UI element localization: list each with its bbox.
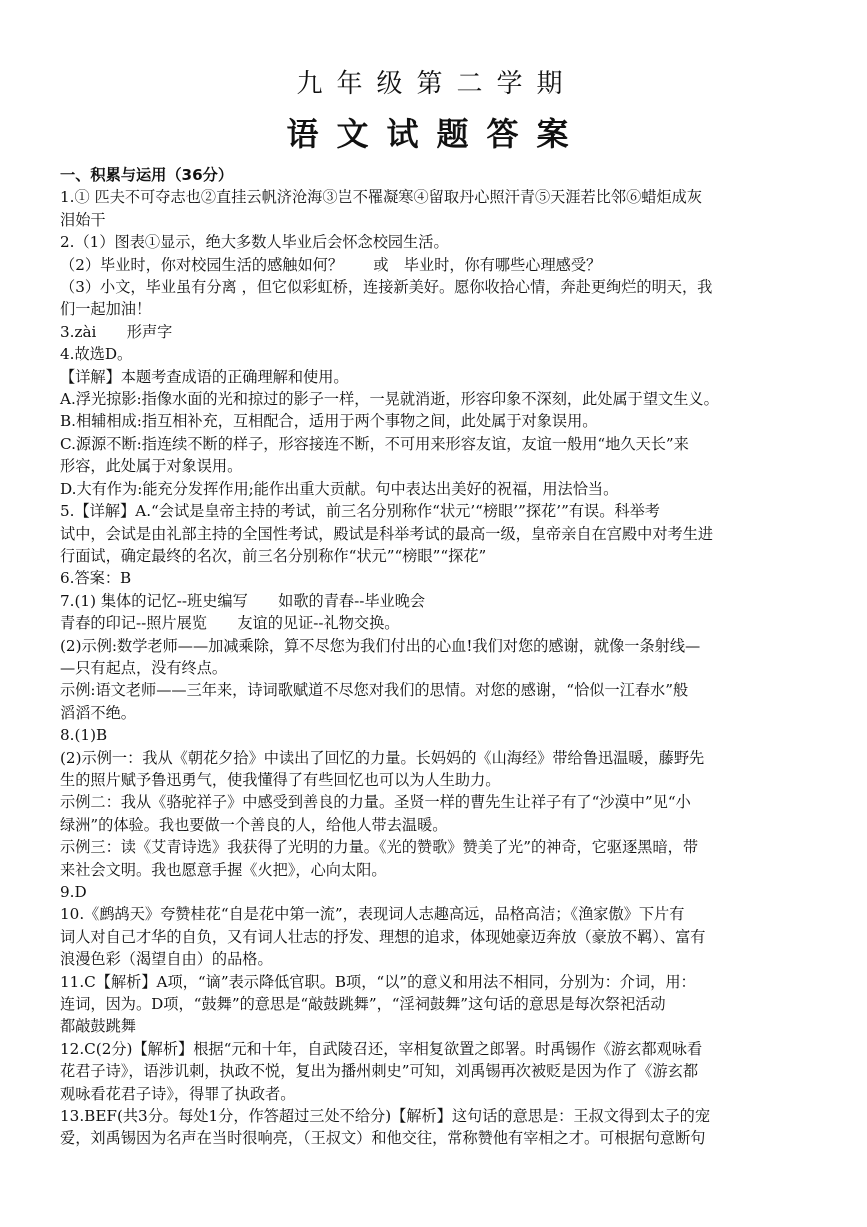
answer-line: 爱，刘禹锡因为名声在当时很响亮，（王叔文）和他交往，常称赞他有宰相之才。可根据句意断句 <box>60 1129 706 1148</box>
answer-line: 生的照片赋予鲁迅勇气，使我懂得了有些回忆也可以为人生助力。 <box>60 770 501 789</box>
answer-line: 形容，此处属于对象误用。 <box>60 457 243 476</box>
answer-line: (2)示例:数学老师——加减乘除，算不尽您为我们付出的心血!我们对您的感谢，就像一条射线— <box>60 636 701 655</box>
answer-line: 们一起加油！ <box>60 300 152 319</box>
answer-line: 11.C【解析】A项，“谪”表示降低官职。B项，“以”的意义和用法不相同，分别为：介词，用： <box>60 972 696 991</box>
answer-line: 4.故选D。 <box>60 345 133 364</box>
answer-line: 试中，会试是由礼部主持的全国性考试，殿试是科举考试的最高一级，皇帝亲自在宫殿中对考生进 <box>60 524 714 543</box>
page-title: 九年级第二学期 <box>296 69 577 99</box>
answer-line: 8.(1)B <box>60 726 108 745</box>
answer-line: 示例二：我从《骆驼祥子》中感受到善良的力量。圣贤一样的曹先生让祥子有了“沙漠中”见“小 <box>60 793 691 812</box>
answer-line: 来社会文明。我也愿意手握《火把》，心向太阳。 <box>60 860 387 879</box>
section-heading: 一、积累与运用（36分） <box>60 166 234 184</box>
answer-line: 3.zài 形声字 <box>60 322 173 341</box>
answer-line: （2）毕业时，你对校园生活的感触如何？ 或 毕业时，你有哪些心理感受？ <box>60 255 602 274</box>
answer-line: 行面试，确定最终的名次，前三名分别称作“状元”“榜眼”“探花” <box>60 546 487 565</box>
answer-line: 示例三：读《艾青诗选》我获得了光明的力量。《光的赞歌》赞美了光”的神奇，它驱逐黑暗，带 <box>60 838 699 857</box>
answer-line: 1.① 匹夫不可夺志也②直挂云帆济沧海③岂不罹凝寒④留取丹心照汗青⑤天涯若比邻⑥蜡炬成灰 <box>60 188 703 207</box>
answer-line: 词人对自己才华的自负，又有词人壮志的抒发、理想的追求，体现她豪迈奔放（豪放不羁）、富有 <box>60 927 706 946</box>
answer-body <box>60 186 813 1149</box>
answer-line: —只有起点，没有终点。 <box>60 658 228 677</box>
answer-line: 5.【详解】A.“会试是皇帝主持的考试，前三名分别称作“状元’“榜眼’”探花’”有误。科举考 <box>60 502 660 521</box>
answer-line: 青春的印记--照片展览 友谊的见证--礼物交换。 <box>60 614 400 633</box>
answer-line: 连词，因为。D项，“鼓舞”的意思是“敲鼓跳舞”，“淫祠鼓舞”这句话的意思是每次祭祀活动 <box>60 995 666 1014</box>
answer-line: B.相辅相成:指互相补充，互相配合，适用于两个事物之间，此处属于对象误用。 <box>60 412 598 431</box>
answer-line: （3）小文，毕业虽有分离 ，但它似彩虹桥，连接新美好。愿你收拾心情，奔赴更绚烂的明天，我 <box>60 278 713 297</box>
answer-line: 9.D <box>60 883 87 901</box>
page-subtitle: 语文试题答案 <box>286 115 587 153</box>
answer-line: 花君子诗》，语涉讥刺，执政不悦，复出为播州刺史”可知，刘禹锡再次被贬是因为作了《游玄都 <box>60 1062 699 1081</box>
answer-line: 13.BEF(共3分。每处1分，作答超过三处不给分)【解析】这句话的意思是：王叔文得到太子的宠 <box>60 1107 711 1126</box>
answer-line: A.浮光掠影:指像水面的光和掠过的影子一样，一晃就消逝，形容印象不深刻，此处属于望文生义。 <box>60 390 719 409</box>
answer-line: 泪始干 <box>60 210 106 229</box>
answer-line: 6.答案：B <box>60 569 132 588</box>
answer-line: C.源源不断:指连续不断的样子，形容接连不断，不可用来形容友谊，友谊一般用“地久天长”来 <box>60 434 689 453</box>
answer-line: (2)示例一：我从《朝花夕拾》中读出了回忆的力量。长妈妈的《山海经》带给鲁迅温暖，藤野先 <box>60 748 705 767</box>
answer-line: 12.C(2分)【解析】根据“元和十年，自武陵召还，宰相复欲置之郎署。时禹锡作《游玄都观咏看 <box>60 1039 703 1058</box>
answer-line: 绿洲”的体验。我也要做一个善良的人，给他人带去温暖。 <box>60 815 448 834</box>
answer-line: 【详解】本题考查成语的正确理解和使用。 <box>60 367 349 386</box>
answer-line: 滔滔不绝。 <box>60 703 136 722</box>
answer-line: D.大有作为:能充分发挥作用;能作出重大贡献。句中表达出美好的祝福，用法恰当。 <box>60 479 619 498</box>
answer-line: 10.《鹧鸪天》夸赞桂花“自是花中第一流”，表现词人志趣高远，品格高洁；《渔家傲》下片有 <box>60 905 685 924</box>
answer-line: 7.(1) 集体的记忆--班史编写 如歌的青春--毕业晚会 <box>60 591 426 610</box>
answer-line: 都敲鼓跳舞 <box>60 1017 136 1036</box>
answer-line: 示例:语文老师——三年来，诗词歌赋道不尽您对我们的思情。对您的感谢，“恰似一江春水”般 <box>60 681 689 700</box>
answer-line: 浪漫色彩（渴望自由）的品格。 <box>60 950 273 969</box>
answer-line: 观咏看花君子诗》，得罪了执政者。 <box>60 1084 296 1103</box>
answer-line: 2.（1）图表①显示，绝大多数人毕业后会怀念校园生活。 <box>60 233 449 252</box>
